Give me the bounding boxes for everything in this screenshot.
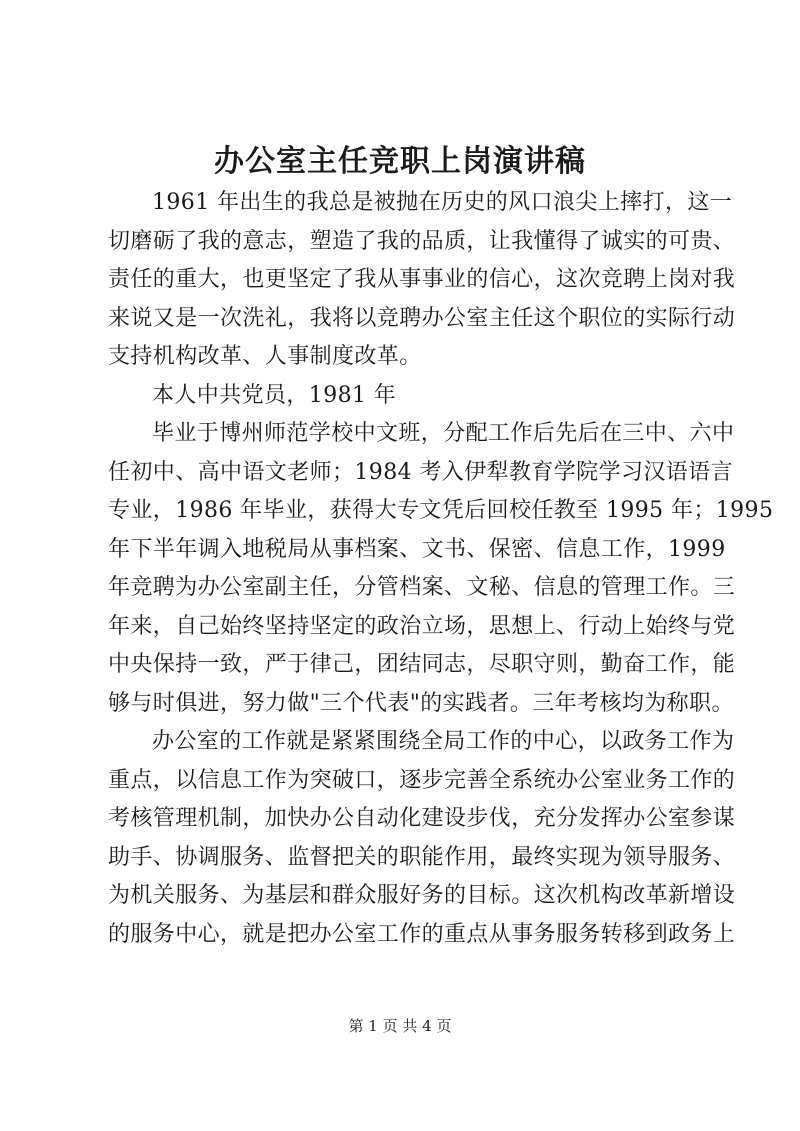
text-line: 的服务中心，就是把办公室工作的重点从事务服务转移到政务上 [108,921,736,947]
text-line: 任初中、高中语文老师；1984 考入伊犁教育学院学习汉语语言 [108,459,733,485]
text-line: 年来，自己始终坚持坚定的政治立场，思想上、行动上始终与党 [108,613,736,639]
text-line: 够与时俱进，努力做"三个代表"的实践者。三年考核均为称职。 [108,690,734,716]
paragraph [108,184,736,377]
document-body [108,184,774,954]
text-line: 助手、协调服务、监督把关的职能作用，最终实现为领导服务、 [108,844,736,870]
text-line: 来说又是一次洗礼，我将以竞聘办公室主任这个职位的实际行动 [108,305,736,331]
paragraph [108,415,774,723]
text-line: 切磨砺了我的意志，塑造了我的品质，让我懂得了诚实的可贵、 [108,228,736,254]
text-line: 专业，1986 年毕业，获得大专文凭后回校任教至 1995 年；1995 [108,498,774,523]
document-title: 办公室主任竞职上岗演讲稿 [214,144,586,179]
text-line: 本人中共党员，1981 年 [152,382,397,408]
text-line: 年竞聘为办公室副主任，分管档案、文秘、信息的管理工作。三 [108,575,736,600]
text-line: 1961 年出生的我总是被抛在历史的风口浪尖上摔打，这一 [152,190,733,215]
paragraph [108,723,736,954]
text-line: 办公室的工作就是紧紧围绕全局工作的中心，以政务工作为 [152,729,735,754]
text-line: 责任的重大，也更坚定了我从事事业的信心，这次竞聘上岗对我 [108,267,736,292]
text-line: 毕业于博州师范学校中文班，分配工作后先后在三中、六中 [152,421,735,446]
text-line: 重点，以信息工作为突破口，逐步完善全系统办公室业务工作的 [108,767,736,793]
paragraph [108,377,714,416]
text-line: 支持机构改革、人事制度改革。 [108,344,422,369]
page-footer: 第 1 页 共 4 页 [348,1017,452,1035]
text-line: 考核管理机制，加快办公自动化建设步伐，充分发挥办公室参谋 [108,806,736,831]
text-line: 年下半年调入地税局从事档案、文书、保密、信息工作，1999 [108,536,726,562]
text-line: 中央保持一致，严于律己，团结同志，尽职守则，勤奋工作，能 [108,652,736,677]
text-line: 为机关服务、为基层和群众服好务的目标。这次机构改革新增设 [108,883,736,908]
